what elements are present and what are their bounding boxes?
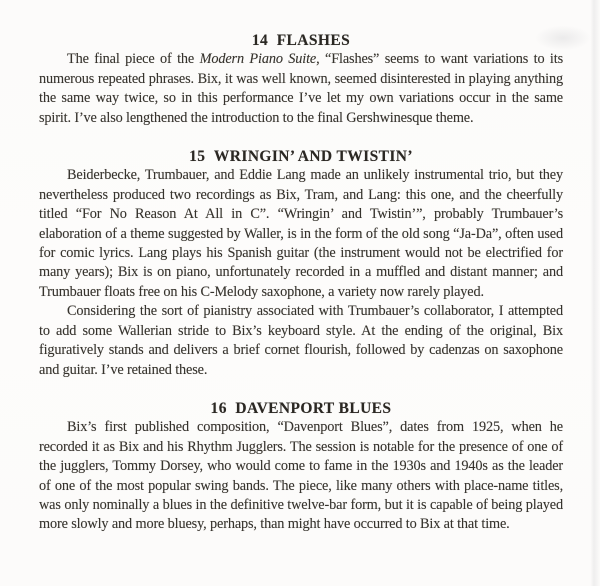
track-section-flashes xyxy=(39,31,563,128)
section-heading xyxy=(39,31,563,50)
paragraph xyxy=(39,50,563,128)
text-segment: The final piece of the xyxy=(67,51,200,68)
text-segment: , “Flashes” seems to want variations to its numerous repeated phrases. Bix, it was well known, seemed disinterested in playing anything the same way twice, so in this performance I’ve let my own variations occur in the same spirit. I’ve also lengthened the introduction to the final Gershwinesque theme. xyxy=(39,51,563,126)
text-segment: Bix’s first published composition, “Davenport Blues”, dates from 1925, when he recorded it as Bix and his Rhythm Jugglers. The session is notable for the presence of one of the jugglers, Tommy Dorsey, who would come to fame in the 1930s and 1940s as the leader of one of the most popular swing bands. The piece, like many others with place-name titles, was only nominally a blues in the definitive twelve-bar form, but it is capable of being played more slowly and more bluesy, perhaps, than might have occurred to Bix at that time. xyxy=(39,419,563,533)
section-heading xyxy=(39,147,563,166)
track-title: FLASHES xyxy=(276,32,351,49)
track-section-wringin-and-twistin xyxy=(39,147,563,380)
track-number: 14 xyxy=(251,32,269,49)
track-title: DAVENPORT BLUES xyxy=(235,399,392,417)
paragraph xyxy=(39,302,563,380)
italic-text-segment: Modern Piano Suite xyxy=(199,51,317,68)
track-title: WRINGIN’ AND TWISTIN’ xyxy=(213,148,413,166)
text-segment: Considering the sort of pianistry associated with Trumbauer’s collaborator, I attempted to add some Wallerian stride to Bix’s keyboard style. At the ending of the original, Bix figuratively stands and delivers a brief cornet flourish, followed by cadenzas on saxophone and guitar. I’ve retained these. xyxy=(39,303,563,378)
paragraph xyxy=(39,418,563,534)
paragraph xyxy=(39,166,563,302)
track-number: 15 xyxy=(189,148,206,166)
track-number: 16 xyxy=(210,399,227,417)
text-segment: Beiderbecke, Trumbauer, and Eddie Lang made an unlikely instrumental trio, but they nevertheless produced two recordings as Bix, Tram, and Lang: this one, and the cheerfully titled “For No Reason At All in C”. “Wringin’ and Twistin’”, probably Trumbauer’s elaboration of a theme suggested by Waller, is in the form of the old song “Ja-Da”, often used for comic lyrics. Lang plays his Spanish guitar (the instrument would not be electrified for many years); Bix is on piano, unfortunately recorded in a muffled and distant manner; and Trumbauer floats free on his C-Melody saxophone, a variety now rarely played. xyxy=(39,167,563,300)
track-section-davenport-blues xyxy=(39,399,563,535)
section-heading xyxy=(39,399,563,418)
